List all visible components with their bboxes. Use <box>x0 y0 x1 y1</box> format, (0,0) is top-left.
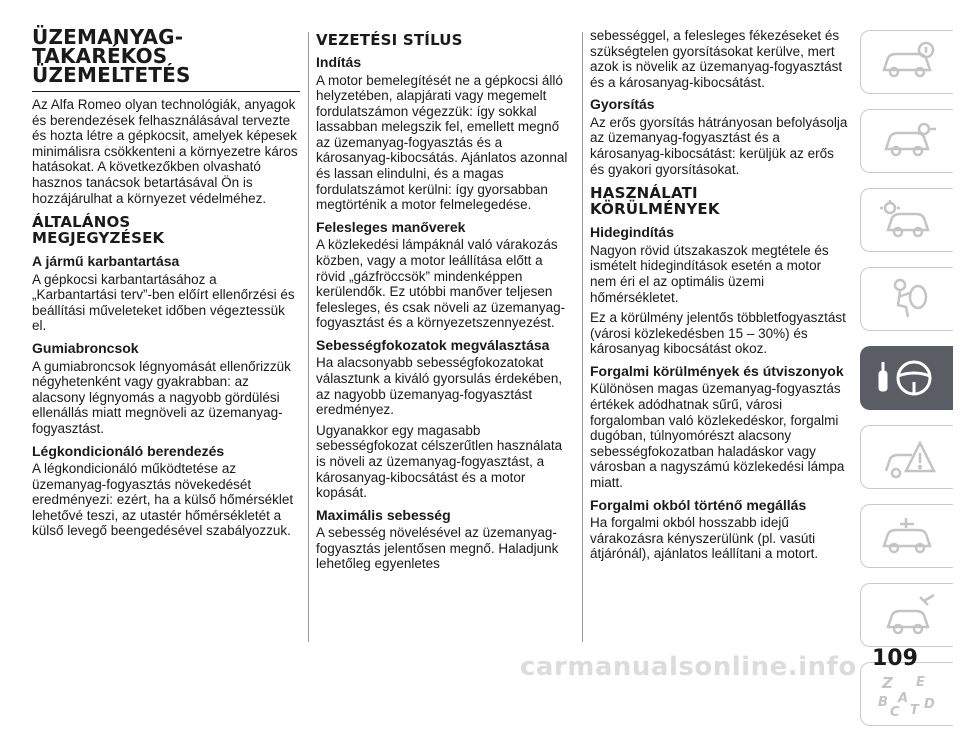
subheading-traffic-stops: Forgalmi okból történő megállás <box>590 496 807 513</box>
chapter-tab-technical-data[interactable] <box>860 583 953 647</box>
svg-text:D: D <box>924 697 935 712</box>
subheading-acceleration: Gyorsítás <box>590 96 655 113</box>
subheading-tyres: Gumiabroncsok <box>32 340 139 357</box>
column-divider <box>308 32 309 642</box>
paragraph-gear-selection-2: Ugyanakkor egy magasabb sebességfokozat célszerűtlen használata is növeli az üzemanyag-fogyasztást, a károsanyag-kibocsátást és a motor kopását. <box>316 422 563 501</box>
paragraph-maximum-speed: A sebesség növelésével az üzemanyag-fogyasztás jelentősen megnő. Haladjunk lehetőleg egyenletes <box>316 525 559 572</box>
paragraph-traffic-stops: Ha forgalmi okból hosszabb idejű várakozásra kényszerülünk (pl. vasúti átjárónál), ajánlatos leállítani a motort. <box>590 515 819 562</box>
svg-text:E: E <box>916 675 925 690</box>
car-lights-icon <box>876 198 938 242</box>
svg-text:B: B <box>878 695 888 710</box>
section-title-conditions-of-use: HASZNÁLATI KÖRÜLMÉNYEK <box>590 184 720 219</box>
paragraph-maintenance: A gépkocsi karbantartásához a „Karbantartási terv”-ben előírt ellenőrzési és beállítási műveleteket időben végeztessük el. <box>32 271 295 334</box>
chapter-tab-emergency[interactable] <box>860 425 953 489</box>
page-title: ÜZEMANYAG- TAKARÉKOS ÜZEMELTETÉS <box>32 28 300 92</box>
airbag-safety-icon <box>876 277 938 321</box>
warning-triangle-icon <box>876 435 938 479</box>
chapter-tab-starting-driving[interactable] <box>860 346 953 410</box>
paragraph-cold-start-1: Nagyon rövid útszakaszok megtétele és ismételt hidegindítások esetén a motor nem éri el az optimális üzemi hőmérsékletet. <box>590 242 829 305</box>
alphabetical-index-icon <box>876 672 938 716</box>
paragraph-starting: A motor bemelegítését ne a gépkocsi álló helyzetében, alapjárati vagy megemelt fordulatszámon végezzük: így sokkal lassabban melegszik fel, emellett megnő az üzemanyag-fogyasztás és a károsanyag-kibocsátás. Ajánlatos azonnal és lassan elindulni, és a magas fordulatszámot kerülni: így gyorsabban megtörténik a motor felmelegedése. <box>316 72 568 213</box>
paragraph-acceleration: Az erős gyorsítás hátrányosan befolyásolja az üzemanyag-fogyasztást és a károsanyag-kibocsátást: kerüljük az erős és gyakori gyorsításokat. <box>590 114 848 177</box>
section-title-general: ÁLTALÁNOS MEGJEGYZÉSEK <box>32 213 165 248</box>
chapter-tab-lights[interactable] <box>860 188 953 252</box>
paragraph-tyres: A gumiabroncsok légnyomását ellenőrizzük négyhetenként vagy gyakrabban: az alacsony légnyomás a nagyobb gördülési ellenállás miatt megnöveli az üzemanyag-fogyasztást. <box>32 358 291 436</box>
paragraph-traffic-conditions: Különösen magas üzemanyag-fogyasztás értékek adódhatnak sűrű, városi forgalomban való közlekedéskor, forgalmi dugóban, túlnyomórészt alacsony sebességfokozatban haladáskor vagy városban a nagyszámú közlekedési lámpa miatt. <box>590 381 845 490</box>
svg-text:Z: Z <box>882 674 893 692</box>
chapter-tab-index[interactable] <box>860 662 953 726</box>
page-number: 109 <box>872 646 918 671</box>
chapter-tab-car-key[interactable] <box>860 109 953 173</box>
column-1 <box>32 25 300 544</box>
svg-text:A: A <box>898 691 909 706</box>
car-service-icon <box>876 514 938 558</box>
chapter-tab-safety[interactable] <box>860 267 953 331</box>
section-title-driving-style: VEZETÉSI STÍLUS <box>316 31 463 49</box>
column-2 <box>316 28 574 577</box>
paragraph-unnecessary-manoeuvres: A közlekedési lámpáknál való várakozás közben, vagy a motor leállítása előtt a rövid „gázfröccsök” mindenképpen kerülendők. Ez utóbbi manőver teljesen felesleges, és csak növeli az üzemanyag-fogyasztást és a környezetszennyezést. <box>316 237 566 331</box>
subheading-cold-start: Hidegindítás <box>590 224 675 241</box>
wrench-car-icon <box>876 593 938 637</box>
paragraph-continuation: sebességgel, a felesleges fékezéseket és szükségtelen gyorsításokat kerülve, mert azok is növelik az üzemanyag-fogyasztást és a károsanyag-kibocsátást. <box>590 28 843 90</box>
car-info-icon <box>876 40 938 84</box>
svg-text:T: T <box>910 703 919 716</box>
paragraph-gear-selection-1: Ha alacsonyabb sebességfokozatokat választunk a kiváló gyorsulás érdekében, az nagyobb üzemanyag-fogyasztást eredményez. <box>316 355 563 418</box>
subheading-maximum-speed: Maximális sebesség <box>316 506 451 523</box>
subheading-unnecessary-manoeuvres: Felesleges manőverek <box>316 218 466 235</box>
svg-text:C: C <box>890 705 900 716</box>
paragraph-cold-start-2: Ez a körülmény jelentős többletfogyasztást (városi közlekedésben 15 – 30%) és károsanyag kibocsátást okoz. <box>590 310 846 357</box>
column-3 <box>590 28 848 567</box>
column-divider <box>582 32 583 642</box>
subheading-gear-selection: Sebességfokozatok megválasztása <box>316 336 550 353</box>
chapter-tab-car-info[interactable] <box>860 30 953 94</box>
subheading-traffic-conditions: Forgalmi körülmények és útviszonyok <box>590 362 844 379</box>
intro-paragraph: Az Alfa Romeo olyan technológiák, anyagok és berendezések felhasználásával tervezte és hozta létre a gépkocsit, amelyek képesek minimálisra csökkenteni a környezetre káros hatásokat. A következőkben olvasható hasznos tanácsok betartásával Ön is hozzájárulhat a környezet védelméhez. <box>32 97 298 206</box>
paragraph-air-conditioning: A légkondicionáló működtetése az üzemanyag-fogyasztás növekedését eredményezi: ezért, ha a külső hőmérséklet lehetővé teszi, az utastér hőmérsékletét a külső levegő beengedésével szabályozzuk. <box>32 461 294 539</box>
key-steering-wheel-icon <box>876 356 938 400</box>
subheading-maintenance: A jármű karbantartása <box>32 253 180 270</box>
subheading-air-conditioning: Légkondicionáló berendezés <box>32 442 225 459</box>
subheading-starting: Indítás <box>316 54 362 70</box>
chapter-tab-sidebar <box>852 30 960 741</box>
car-key-icon <box>876 119 938 163</box>
watermark: carmanualsonline.info <box>520 652 857 682</box>
chapter-tab-maintenance[interactable] <box>860 504 953 568</box>
